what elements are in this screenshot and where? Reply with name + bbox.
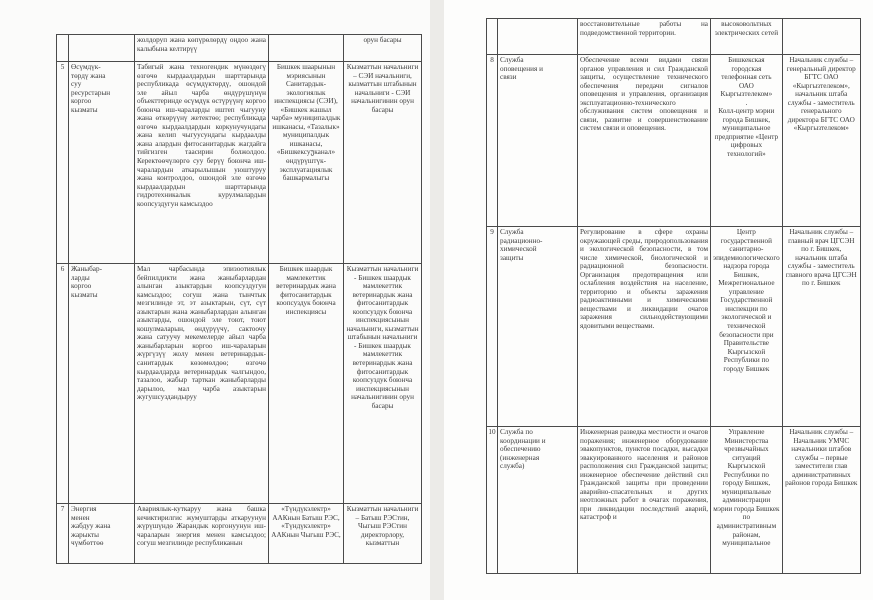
service-head: Начальник службы – главный врач ЦГСЭН по г. Бишкек, начальник штаба службы - заместитель главного врача ЦГСЭН по г. Бишкек <box>782 227 860 427</box>
document-page-left <box>0 0 430 600</box>
service-description: Табигый жана техногендик мүнөздөгү өзгөчө кырдаалдардын шарттарында республикада өсүмдүктөрдү, ошондой эле айыл чарба өндүрүшүнүн объекттеринде өсүмдүк өстүрүүнү коргоо боюнча иш-чараларды иштеп чыгууну жана өткөрүүнү жетектөө; республикада өзгөчө кырдаалдардын коркунучундагы жана келип чыгуусундагы кырдаалды жана алардын фитосанитардык жагдайга тийгизген таасирин болжолдоо. Керектөөчүлөргө суу берүү боюнча иш-чаралардын аткарылышын уюштуруу жана контролдоо, ошондой эле өзгөчө кырдаалдардын шарттарында гидротехникалык курулмалардын коопсуздугун камсыздоо <box>135 62 269 264</box>
service-organization: «Түндүкэлектр» ААКнын Батыш РЭС, «Түндүкэлектр» ААКнын Чыгыш РЭС, <box>269 504 344 564</box>
service-description: жолдоруп жана көпүрөлөрдү оңдоо жана калыбына келтирүү <box>135 35 269 62</box>
table-row <box>57 62 422 264</box>
table-row <box>57 264 422 504</box>
service-name: Жаныбар- ларды коргоо кызматы <box>69 264 135 504</box>
service-description: Инженерная разведка местности и очагов поражения; инженерное оборудование эвакопунктов, пунктов посадки, высадки эвакуированного населения и районов расположения сил Гражданской защиты; инженерное обеспечение действий сил Гражданской защиты при проведении аварийно-спасательных и других неотложных работ в очагах поражения, при ликвидации последствий аварий, катастроф и <box>578 427 711 574</box>
row-number: 7 <box>57 504 69 564</box>
service-name: Служба радиационно- химической защиты <box>498 227 578 427</box>
service-head: Кызматтын начальниги – СЭИ начальниги, кызматтын штабынын начальниги - СЭИ начальнигинин орун басары <box>344 62 422 264</box>
service-organization: высоковольтных электрических сетей <box>711 19 783 55</box>
page-gutter <box>430 0 444 600</box>
service-head: Кызматтын начальниги – Батыш РЭСтин, Чыгыш РЭСтин директорлору, кызматтын <box>344 504 422 564</box>
service-head: Начальник службы – генеральный директор БГТС ОАО «Кыргызтелеком», начальник штаба службы - заместитель генерального директора БГТС ОАО «Кыргызтелеком» <box>782 55 860 227</box>
service-head: Кызматтын начальниги - Бишкек шаардык мамлекеттик ветеринардык жана фитосанитардык коопсуздук боюнча инспекциясынын начальниги, кызматтын штабынын начальниги - Бишкек шаардык мамлекеттик ветеринардык жана фитосанитардык коопсуздук боюнча инспекциясынын начальнигинин орун басары <box>344 264 422 504</box>
table-row <box>57 504 422 564</box>
row-number: 5 <box>57 62 69 264</box>
document-page-right <box>444 0 873 600</box>
service-organization: Бишкек шаарынын мэриясынын Санитардык-экологиялык инспекциясы (СЭИ), «Бишкек жашыл чарба» муниципалдык ишканасы, «Тазалык» муниципалдык ишканасы, «Бишкексуუканал» өндүрүштүк-эксплуатациялык башкармалыгы <box>269 62 344 264</box>
services-table-right <box>486 18 861 574</box>
row-number <box>57 35 69 62</box>
service-name <box>69 35 135 62</box>
row-number: 6 <box>57 264 69 504</box>
service-organization: Управление Министерства чрезвычайных ситуаций Кыргызской Республики по городу Бишкек, муниципальные администрации мэрии города Бишкек по административным районам, муниципальное <box>711 427 783 574</box>
row-number <box>487 19 498 55</box>
row-number: 10 <box>487 427 498 574</box>
service-organization: Бишкекская городская телефонная сеть ОАО Кыргызтелеком» . Колл-центр мэрии города Бишкек, муниципальное предприятие «Центр цифровых технологий» <box>711 55 783 227</box>
service-head: Начальник службы – Начальник УМЧС начальники штабов службы – первые заместители глав административных районов города Бишкек <box>782 427 860 574</box>
table-row <box>487 55 861 227</box>
service-description: восстановительные работы на подведомственной территории. <box>578 19 711 55</box>
table-row <box>487 19 861 55</box>
service-name <box>498 19 578 55</box>
table-row <box>57 35 422 62</box>
row-number: 8 <box>487 55 498 227</box>
table-row <box>487 427 861 574</box>
service-name: Энергия менен жабдуу жана жарыкты чүмбөттөө <box>69 504 135 564</box>
service-description: Авариялык-куткаруу жана башка кечиктирилгис жумуштарды аткаруунун жүрүшүндө Жарандык коргонуунун иш-чараларын энергия менен камсыздоо; согуш мезгилинде республиканын <box>135 504 269 564</box>
service-organization: Центр государственной санитарно-эпидемиологического надзора города Бишкек, Межрегиональное управление Государственной инспекции по экологической и технической безопасности при Правительстве Кыргызской Республики по городу Бишкек <box>711 227 783 427</box>
service-name: Өсүмдүк- төрдү жана суу ресурстарын коргоо кызматы <box>69 62 135 264</box>
row-number: 9 <box>487 227 498 427</box>
service-organization <box>269 35 344 62</box>
service-description: Регулирование в сфере охраны окружающей среды, природопользования и экологической безопасности, в том числе химической, биологической и радиационной безопасности. Организация предотвращения или ослабления воздействия на население, территорию и объекты заражения радиоактивными и химическими веществами и ликвидации очагов заражения сильнодействующими ядовитыми веществами. <box>578 227 711 427</box>
services-table-left <box>56 34 422 564</box>
service-description: Мал чарбасында эпизоотиялык бейпилдикти жана жаныбарлардан алынган азыктардын коопсуздугун камсыздоо; согуш жана тынчтык мезгилинде эт, эт азыктарын, сүт, сүт азыктарын жана жаныбарлардан алынган азыктарды, ошондой эле тоют, тоют кошулмаларын, өндүрүүчү, сактоочу жана сатуучу мекемелерде айыл чарба жаныбарларын коргоо иш-чараларын жүргүзүү жолу менен ветеринардык-санитардык көзөмөлдөө; өзгөчө кырдаалдарда ветеринардык чалгындоо, тазалоо, жабыр тарткан жаныбарларды дарылоо, мал чарба азыктарын жугушсуздандыруу <box>135 264 269 504</box>
service-head <box>782 19 860 55</box>
service-name: Служба оповещения и связи <box>498 55 578 227</box>
service-description: Обеспечение всеми видами связи органов управления и сил Гражданской защиты, осуществление технического обеспечения передачи сигналов оповещения и управления, организация эксплуатационно-технического обслуживания систем оповещения и связи, развитие и совершенствование систем связи и оповещения. <box>578 55 711 227</box>
service-organization: Бишкек шаардык мамлекеттик ветеринардык жана фитосанитардык коопсуздук боюнча инспекциясы <box>269 264 344 504</box>
table-row <box>487 227 861 427</box>
service-name: Служба по координации и обеспечению (инженерная служба) <box>498 427 578 574</box>
service-head: орун басары <box>344 35 422 62</box>
